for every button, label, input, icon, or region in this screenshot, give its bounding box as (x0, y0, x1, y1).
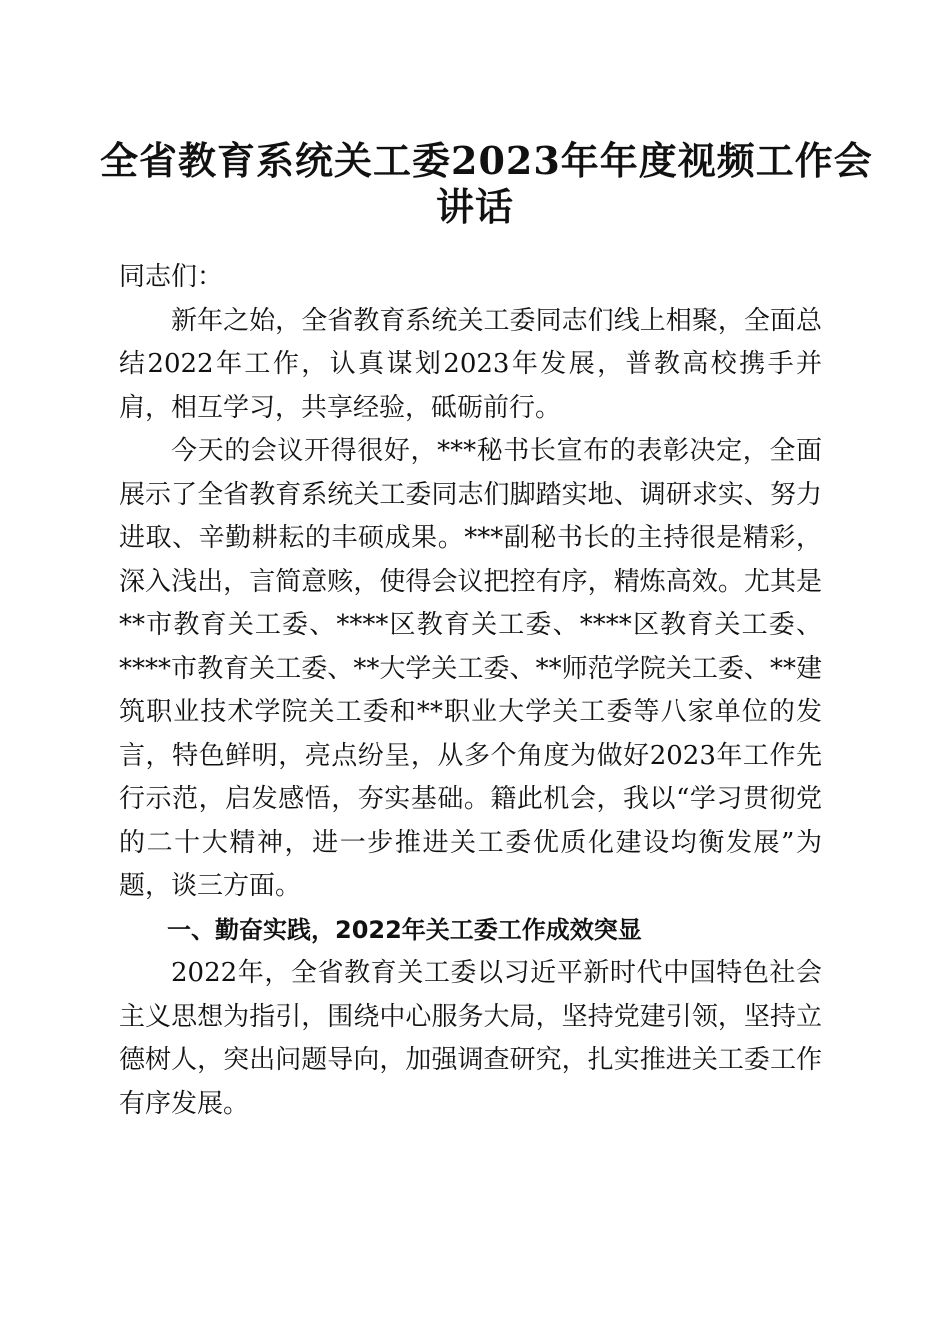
salutation: 同志们： (119, 262, 224, 292)
paragraph-opening: 新年之始，全省教育系统关工委同志们线上相聚，全面总结2022年工作，认真谋划2023年发展，普教高校携手并肩，相互学习，共享经验，砥砺前行。 (119, 305, 822, 423)
section-paragraph: 2022年，全省教育关工委以习近平新时代中国特色社会主义思想为指引，围绕中心服务大局，坚持党建引领，坚持立德树人，突出问题导向，加强调查研究，扎实推进关工委工作有序发展。 (119, 958, 822, 1119)
title-line-1: 全省教育系统关工委2023年年度视频工作会 (100, 138, 873, 183)
document-title (100, 138, 873, 230)
title-line-2: 讲话 (435, 184, 514, 229)
paragraph-meeting-review: 今天的会议开得很好，***秘书长宣布的表彰决定，全面展示了全省教育系统关工委同志们脚踏实地、调研求实、努力进取、辛勤耕耘的丰硕成果。***副秘书长的主持很是精彩，深入浅出，言简意赅，使得会议把控有序，精炼高效。尤其是**市教育关工委、****区教育关工委、****区教育关工委、****市教育关工委、**大学关工委、**师范学院关工委、**建筑职业技术学院关工委和**职业大学关工委等八家单位的发言，特色鲜明，亮点纷呈，从多个角度为做好2023年工作先行示范，启发感悟，夯实基础。籍此机会，我以“学习贯彻党的二十大精神，进一步推进关工委优质化建设均衡发展”为题，谈三方面。 (119, 436, 822, 901)
section-heading: 一、勤奋实践，2022年关工委工作成效突显 (167, 915, 642, 944)
document-body (119, 256, 822, 1126)
